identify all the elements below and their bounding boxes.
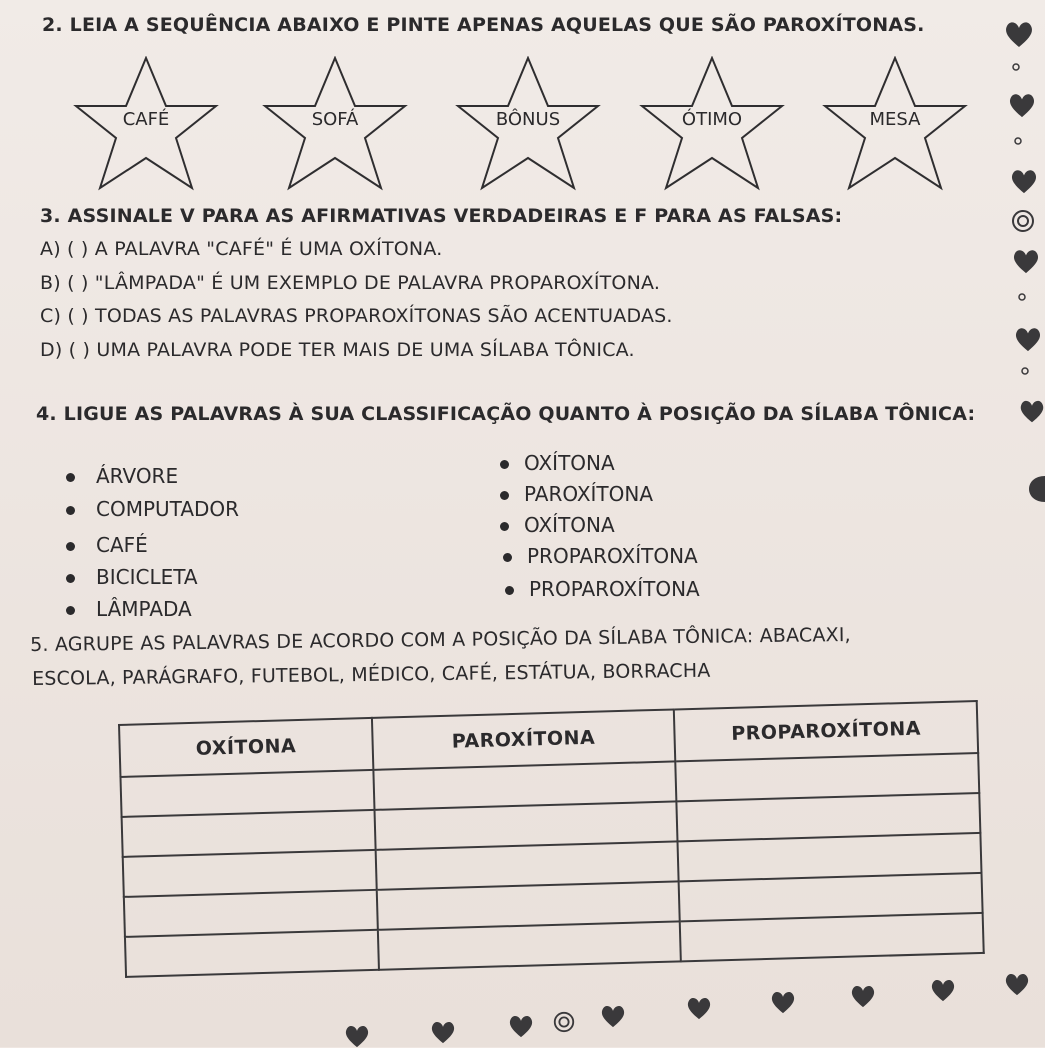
class-oxitona-2: OXÍTONA xyxy=(524,513,615,537)
statement-c[interactable]: C) ( ) TODAS AS PALAVRAS PROPAROXÍTONAS SÃO ACENTUADAS. xyxy=(40,305,673,327)
class-dot[interactable] xyxy=(500,522,509,531)
decorative-ring-icon xyxy=(552,1010,576,1034)
word-arvore: ÁRVORE xyxy=(96,464,179,488)
decorative-heart-icon xyxy=(770,990,796,1014)
class-paroxitona: PAROXÍTONA xyxy=(524,482,654,506)
class-dot[interactable] xyxy=(500,460,509,469)
word-dot[interactable] xyxy=(66,473,75,482)
decorative-heart-icon xyxy=(1019,398,1045,424)
table-cell[interactable] xyxy=(680,913,984,961)
question-5-line-1: 5. AGRUPE AS PALAVRAS DE ACORDO COM A POSIÇÃO DA SÍLABA TÔNICA: ABACAXI, xyxy=(30,623,851,656)
table-cell[interactable] xyxy=(377,921,681,969)
decorative-heart-icon xyxy=(686,996,712,1020)
word-dot[interactable] xyxy=(66,542,75,551)
class-dot[interactable] xyxy=(500,491,509,500)
question-5-line-2: ESCOLA, PARÁGRAFO, FUTEBOL, MÉDICO, CAFÉ, ESTÁTUA, BORRACHA xyxy=(32,659,711,690)
decorative-heart-icon xyxy=(930,978,956,1002)
star-label: MESA xyxy=(869,109,921,130)
statement-d[interactable]: D) ( ) UMA PALAVRA PODE TER MAIS DE UMA SÍLABA TÔNICA. xyxy=(40,339,635,361)
star-label: ÓTIMO xyxy=(681,109,743,130)
class-proparoxitona-1: PROPAROXÍTONA xyxy=(527,544,698,568)
table-cell[interactable] xyxy=(122,810,376,857)
class-dot[interactable] xyxy=(505,586,514,595)
class-proparoxitona-2: PROPAROXÍTONA xyxy=(529,577,700,601)
decorative-heart-icon xyxy=(344,1024,370,1048)
decorative-circle-icon xyxy=(1013,136,1023,146)
decorative-heart-icon xyxy=(430,1020,456,1044)
word-lampada: LÂMPADA xyxy=(96,597,192,621)
statement-b[interactable]: B) ( ) "LÂMPADA" É UM EXEMPLO DE PALAVRA PROPAROXÍTONA. xyxy=(40,272,661,294)
decorative-heart-icon xyxy=(1008,92,1036,118)
decorative-circle-icon xyxy=(1011,62,1021,72)
word-dot[interactable] xyxy=(66,574,75,583)
word-bicicleta: BICICLETA xyxy=(96,565,198,589)
question-3-title: 3. ASSINALE V PARA AS AFIRMATIVAS VERDADEIRAS E F PARA AS FALSAS: xyxy=(40,205,843,227)
question-4-title: 4. LIGUE AS PALAVRAS À SUA CLASSIFICAÇÃO QUANTO À POSIÇÃO DA SÍLABA TÔNICA: xyxy=(36,403,976,425)
star-mesa[interactable] xyxy=(815,56,975,206)
star-label: SOFÁ xyxy=(311,109,359,130)
star-label: BÔNUS xyxy=(495,109,561,130)
decorative-heart-icon xyxy=(1010,168,1038,194)
star-sofa[interactable] xyxy=(255,56,415,206)
star-otimo[interactable] xyxy=(632,56,792,206)
table-cell[interactable] xyxy=(120,770,374,817)
table-cell[interactable] xyxy=(124,890,378,937)
word-dot[interactable] xyxy=(66,506,75,515)
header-proparoxitona: PROPAROXÍTONA xyxy=(674,701,978,761)
statement-a[interactable]: A) ( ) A PALAVRA "CAFÉ" É UMA OXÍTONA. xyxy=(40,238,443,260)
star-bonus[interactable] xyxy=(448,56,608,206)
question-2-title: 2. LEIA A SEQUÊNCIA ABAIXO E PINTE APENAS AQUELAS QUE SÃO PAROXÍTONAS. xyxy=(42,14,925,36)
word-computador: COMPUTADOR xyxy=(96,497,240,521)
decorative-circle-icon xyxy=(1017,292,1027,302)
decorative-heart-icon xyxy=(1027,474,1045,504)
decorative-heart-icon xyxy=(1004,972,1030,996)
header-paroxitona: PAROXÍTONA xyxy=(372,709,676,769)
word-dot[interactable] xyxy=(66,606,75,615)
table-cell[interactable] xyxy=(125,930,379,977)
header-oxitona: OXÍTONA xyxy=(119,718,373,777)
decorative-heart-icon xyxy=(850,984,876,1008)
class-dot[interactable] xyxy=(503,553,512,562)
decorative-heart-icon xyxy=(1004,20,1034,48)
decorative-ring-icon xyxy=(1010,208,1036,234)
class-oxitona-1: OXÍTONA xyxy=(524,451,615,475)
decorative-heart-icon xyxy=(1014,326,1042,352)
classification-table xyxy=(118,717,998,1009)
decorative-heart-icon xyxy=(508,1014,534,1038)
decorative-heart-icon xyxy=(1012,248,1040,274)
table-cell[interactable] xyxy=(123,850,377,897)
star-label: CAFÉ xyxy=(122,109,170,130)
word-cafe: CAFÉ xyxy=(96,533,148,557)
decorative-circle-icon xyxy=(1020,366,1030,376)
decorative-heart-icon xyxy=(600,1004,626,1028)
star-cafe[interactable] xyxy=(66,56,226,206)
